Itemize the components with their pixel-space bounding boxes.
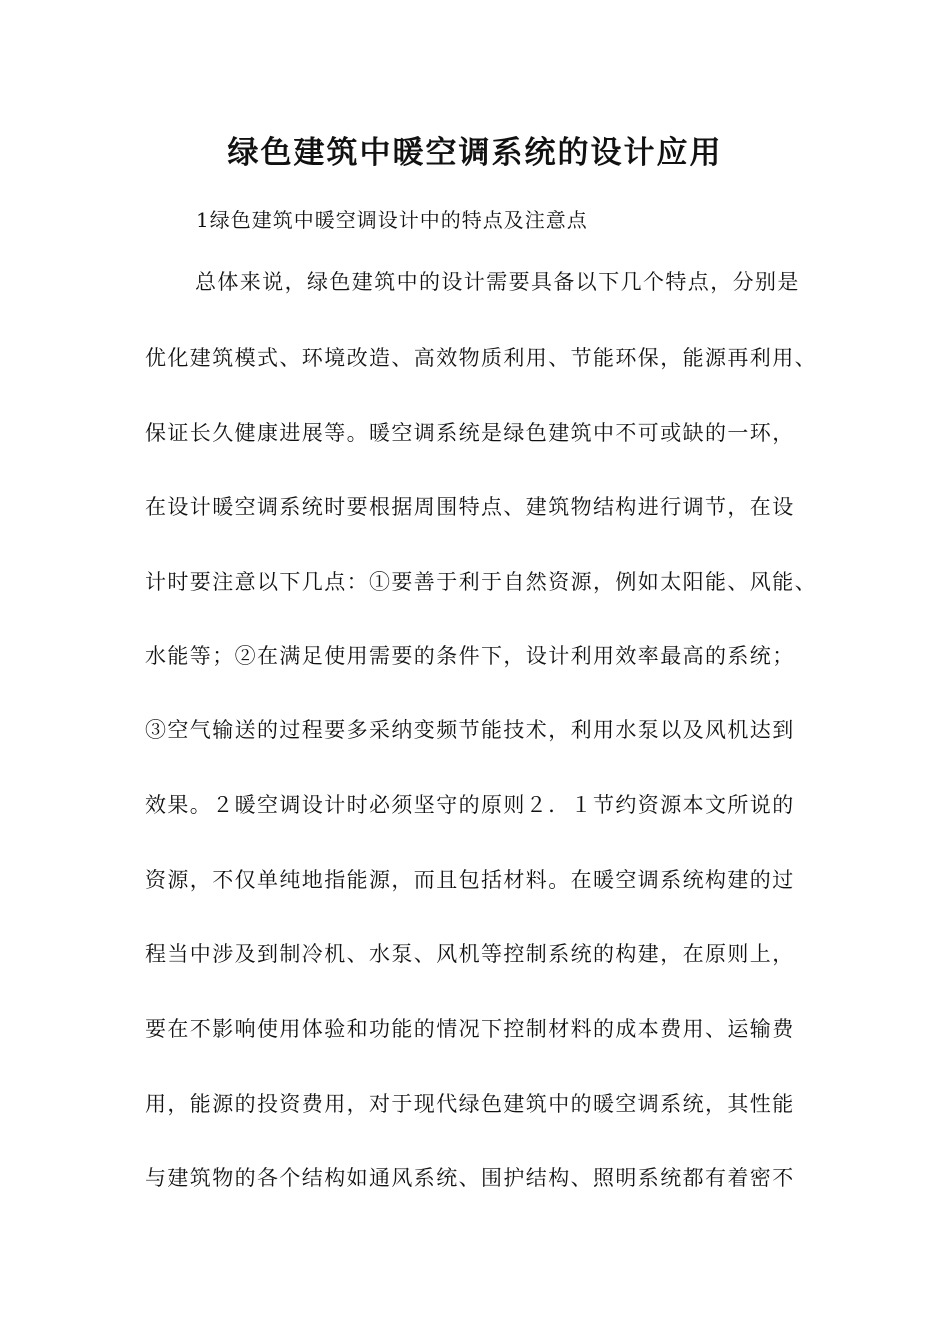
body-line-11: 要在不影响使用体验和功能的情况下控制材料的成本费用、运输费 xyxy=(145,1017,795,1041)
body-line-2: 优化建筑模式、环境改造、高效物质利用、节能环保，能源再利用、 xyxy=(145,346,817,370)
section-heading: 1绿色建筑中暖空调设计中的特点及注意点 xyxy=(196,208,588,232)
body-line-1: 总体来说，绿色建筑中的设计需要具备以下几个特点，分别是 xyxy=(195,270,800,294)
document-title: 绿色建筑中暖空调系统的设计应用 xyxy=(227,135,723,171)
body-line-9: 资源，不仅单纯地指能源，而且包括材料。在暖空调系统构建的过 xyxy=(145,868,795,892)
body-line-8: 效果。２暖空调设计时必须坚守的原则２．１节约资源本文所说的 xyxy=(145,793,795,817)
body-line-6: 水能等；②在满足使用需要的条件下，设计利用效率最高的系统； xyxy=(145,644,795,668)
body-line-5: 计时要注意以下几点：①要善于利于自然资源，例如太阳能、风能、 xyxy=(145,570,817,594)
body-line-7: ③空气输送的过程要多采纳变频节能技术，利用水泵以及风机达到 xyxy=(145,718,795,742)
body-line-12: 用，能源的投资费用，对于现代绿色建筑中的暖空调系统，其性能 xyxy=(145,1092,795,1116)
body-line-4: 在设计暖空调系统时要根据周围特点、建筑物结构进行调节，在设 xyxy=(145,495,795,519)
body-line-10: 程当中涉及到制冷机、水泵、风机等控制系统的构建，在原则上， xyxy=(145,942,795,966)
body-line-13: 与建筑物的各个结构如通风系统、围护结构、照明系统都有着密不 xyxy=(145,1166,795,1190)
body-line-3: 保证长久健康进展等。暖空调系统是绿色建筑中不可或缺的一环， xyxy=(145,421,795,445)
